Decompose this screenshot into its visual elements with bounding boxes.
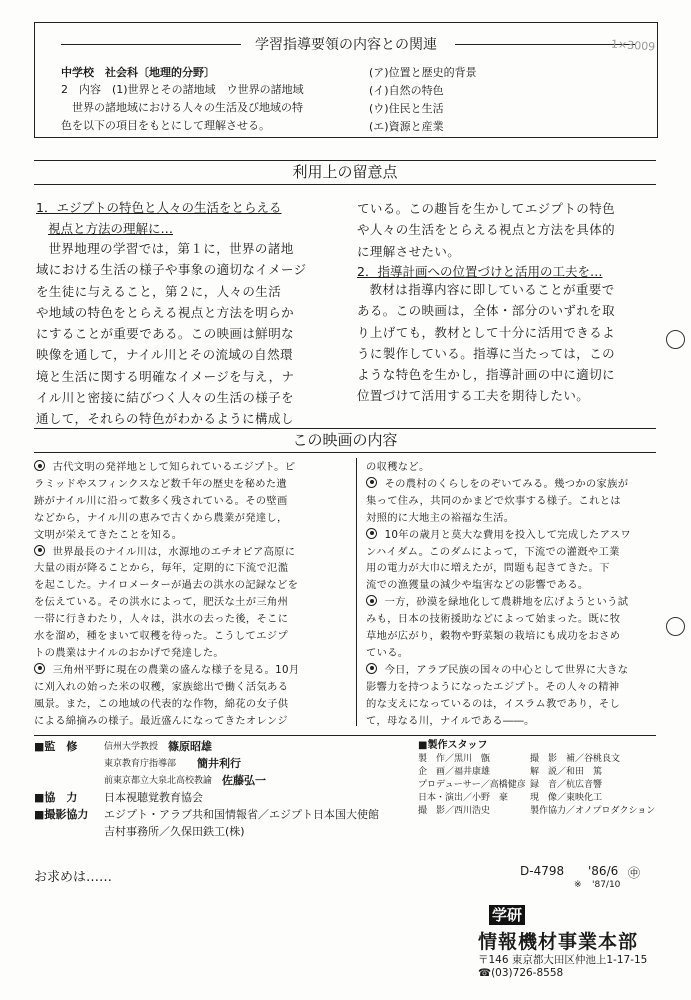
company-name: 情報機材事業本部 (478, 931, 639, 953)
content-text: 今日，アラブ民族の国々の中心として世界に大きな (384, 663, 629, 676)
content-line: 流での漁獲量の減少や塩害などの影響である。 (366, 579, 589, 592)
curriculum-line-2: 世界の諸地域における人々の生活及び地域の特 (61, 101, 303, 114)
bullet-icon (366, 595, 377, 606)
coop-value: 日本視聴覚教育協会 (104, 791, 203, 804)
usage-line: ている。この趣旨を生かしてエジプトの特色 (357, 201, 616, 216)
content-line: による綿摘みの様子。最近盛んになってきたオレンジ (34, 714, 288, 727)
usage-line: うに製作している。指導に当たっては，この (357, 345, 616, 361)
bullet-icon (366, 663, 377, 674)
usage-line: や地域の特色をとらえる視点と方法を明らか (36, 304, 295, 320)
date-2: '87/10 (592, 880, 621, 890)
content-line (366, 594, 658, 611)
supervisor-name: 佐藤弘一 (222, 774, 266, 787)
content-text: 古代文明の発祥地として知られているエジプト。ピ (52, 461, 296, 473)
content-line: ンハイダム。このダムによって，下流での灌漑や工業 (366, 545, 620, 558)
usage-line: ある。この映画は，全体・部分のいずれを取 (357, 303, 616, 319)
curriculum-line-1: 2 内容 (1)世界とその諸地域 ウ世界の諸地域 (61, 83, 304, 96)
usage-section1-title: 1．エジプトの特色と人々の生活をとらえる (36, 200, 282, 215)
staff-row (418, 805, 668, 818)
staff-entry: 撮 影 補／谷桃良文 (530, 754, 621, 764)
content-text: その農村のくらしをのぞいてみる。幾つかの家族が (384, 477, 629, 490)
staff-list (418, 753, 668, 818)
filmcoop-value: エジプト・アラブ共和国情報省／エジプト日本国大使館 (104, 808, 379, 821)
punch-hole-bottom (666, 617, 685, 636)
punch-hole-top (666, 330, 685, 349)
content-line: みも，日本の技術援助などによって始まった。既に牧 (366, 613, 621, 626)
curriculum-item: (エ)資源と産業 (369, 120, 444, 133)
content-line: 一帯に行きわたり，人々は，洪水の去った後，そこに (34, 613, 289, 626)
content-right-text (366, 459, 658, 730)
stamp-number: 1×3009 (610, 37, 656, 54)
staff-row (418, 779, 668, 792)
curriculum-line-3: 色を以下の項目をもとにして理解させる。 (61, 119, 270, 132)
curriculum-item: (ウ)住民と生活 (369, 102, 444, 115)
content-line: 影響力を持つようになったエジプト。その人々の精神 (366, 680, 620, 693)
staff-entry: 録 音／杭広音響 (530, 780, 603, 790)
content-line (366, 662, 658, 679)
usage-line: イル川と密接に結びつく人々の生活の様子を (36, 390, 295, 406)
coop-label: ■協 力 (34, 791, 78, 804)
usage-rule-bottom (34, 184, 656, 185)
date-1: '86/6 (588, 864, 619, 878)
filmcoop-value: 吉村事務所／久保田鉄工(株) (104, 825, 245, 838)
filmcoop-label: ■撮影協力 (34, 808, 89, 821)
usage-line: 映像を通して，ナイル川とその流域の自然環 (36, 347, 293, 363)
staff-row (418, 792, 668, 805)
staff-label: ■製作スタッフ (418, 740, 488, 751)
usage-line: 教材は指導内容に即していることが重要で (369, 282, 615, 297)
staff-row (418, 766, 668, 779)
product-code: D-4798 (520, 864, 565, 878)
usage-line: 境と生活に関する明確なイメージを与え，ナ (36, 368, 295, 384)
bullet-icon (34, 663, 45, 674)
bullet-icon (34, 460, 45, 471)
content-title: この映画の内容 (292, 431, 398, 449)
usage-line: り上げても，教材として十分に活用できるよ (357, 324, 616, 340)
usage-title: 利用上の留意点 (292, 163, 398, 181)
mark-1: ㊥ (628, 866, 641, 880)
mark-2: ※ (574, 880, 582, 890)
content-line: ラミッドやスフィンクスなど数千年の歴史を秘めた遺 (34, 477, 287, 490)
company-phone: ☎(03)726-8558 (478, 967, 564, 979)
usage-section2-title: 2．指導計画への位置づけと活用の工夫を… (357, 264, 603, 279)
bullet-icon (366, 477, 377, 488)
content-line: 文明が栄えてきたことを知る。 (34, 528, 183, 541)
staff-entry: 撮 影／西川浩史 (418, 806, 491, 816)
company-logo: 学研 (489, 905, 525, 925)
staff-entry: 解 説／和田 篤 (530, 767, 603, 777)
content-line: を伝えている。その洪水によって，肥沃な土が三角州 (34, 596, 289, 609)
content-line (366, 527, 658, 544)
content-rule-bottom (34, 452, 656, 453)
content-line: 対照的に大地主の裕福な生活。 (366, 511, 515, 524)
content-line: 水を溜め，種をまいて収穫を待った。こうしてエジプ (34, 630, 288, 643)
staff-entry: 現 像／東映化工 (530, 793, 603, 803)
usage-line: 域における生活の様子や事象の適切なイメージ (36, 262, 307, 278)
content-text: 三角州平野に現在の農業の盛んな様子を見る。10月 (52, 663, 300, 676)
supervisor-title: 東京教育庁指導部 (104, 759, 177, 769)
content-line: 的な支えになっているのは，イスラム教であり，そし (366, 697, 621, 710)
usage-section1-title-cont: 視点と方法の理解に… (48, 221, 174, 236)
curriculum-box (34, 22, 658, 138)
usage-right-text-a (357, 198, 657, 262)
content-text: 一方，砂漠を緑地化して農耕地を広げようという試 (384, 596, 629, 609)
supervisor-title: 信州大学教授 (104, 742, 159, 752)
usage-line: 通して，それらの特色がわかるように構成し (36, 411, 294, 427)
staff-row (418, 753, 668, 766)
content-line: ている。 (366, 646, 409, 659)
content-line (34, 662, 350, 679)
order-text: お求めは…… (34, 870, 113, 885)
supervisor-title: 前東京都立大泉北高校教諭 (104, 776, 213, 786)
usage-line: を生徒に与えること，第２に，人々の生活 (36, 283, 282, 299)
content-line: を起こした。ナイロメーターが過去の洪水の記録などを (34, 579, 299, 592)
usage-right-text-b (357, 279, 657, 407)
content-line (34, 459, 350, 476)
usage-line: ような特色を生かし，指導計画の中に適切に (357, 367, 616, 383)
content-line: などから，ナイル川の恵みで古くから農業が発達し， (34, 511, 288, 524)
credits-rule (34, 735, 656, 736)
usage-left-text (36, 238, 336, 430)
usage-line: にすることが重要である。この映画は鮮明な (36, 326, 295, 342)
staff-entry: 製作協力／オノプロダクション (530, 806, 656, 816)
content-left-text (34, 459, 350, 730)
usage-line: や人々の生活をとらえる視点と方法を具体的 (357, 222, 616, 238)
content-line: の収穫など。 (366, 461, 430, 473)
content-text: 10年の歳月と莫大な費用を投入して完成したアスワ (384, 528, 631, 541)
bullet-icon (34, 545, 45, 556)
content-line: 跡がナイル川に沿って数多く残されている。その壁画 (34, 494, 288, 507)
content-text: 世界最長のナイル川は，水源地のエチオピア高原に (52, 545, 296, 558)
content-line (366, 476, 658, 493)
content-line: 集って住み，共同のかまどで炊事する様子。これとは (366, 494, 621, 507)
curriculum-item: (ア)位置と歴史的背景 (369, 66, 477, 79)
curriculum-subject: 中学校 社会科〔地理的分野〕 (61, 66, 215, 79)
content-line: 用の電力が大巾に増えたが，問題も起きてきた。下 (366, 562, 610, 575)
curriculum-item: (イ)自然の特色 (369, 84, 444, 97)
content-line: 大量の雨が降ることから，毎年，定期的に下流で氾濫 (34, 562, 289, 575)
staff-entry: プロデューサー／高橋健彦 (418, 780, 526, 790)
usage-line: 位置づけて活用する工夫を期待したい。 (357, 388, 590, 404)
staff-entry: 製 作／黒川 甑 (418, 754, 491, 764)
supervisor-name: 簡井利行 (197, 757, 241, 770)
usage-line: に理解させたい。 (357, 243, 461, 259)
content-line: 草地が広がり，穀物や野菜類の栽培にも成功をおさめ (366, 630, 621, 643)
content-divider (356, 458, 357, 726)
usage-line: 世界地理の学習では，第１に，世界の諸地 (48, 241, 294, 256)
supervise-label: ■監 修 (34, 740, 78, 753)
supervisor-name: 篠原昭雄 (168, 740, 212, 753)
company-address: 〒146 東京都大田区仲池上1-17-15 (478, 954, 648, 966)
content-line: トの農業はナイルのおかげで発達した。 (34, 646, 225, 659)
content-line: て，母なる川，ナイルである――。 (366, 714, 535, 727)
staff-entry: 日本・演出／小野 豪 (418, 793, 509, 803)
content-line: 風景。また，この地域の代表的な作物，綿花の女子供 (34, 697, 289, 710)
bullet-icon (366, 528, 377, 539)
content-line (34, 544, 350, 561)
content-line: に刈入れの始った米の収穫，家族総出で働く活気ある (34, 680, 289, 693)
curriculum-title: 学習指導要領の内容との関連 (255, 37, 437, 53)
staff-entry: 企 画／福井康雄 (418, 767, 491, 777)
